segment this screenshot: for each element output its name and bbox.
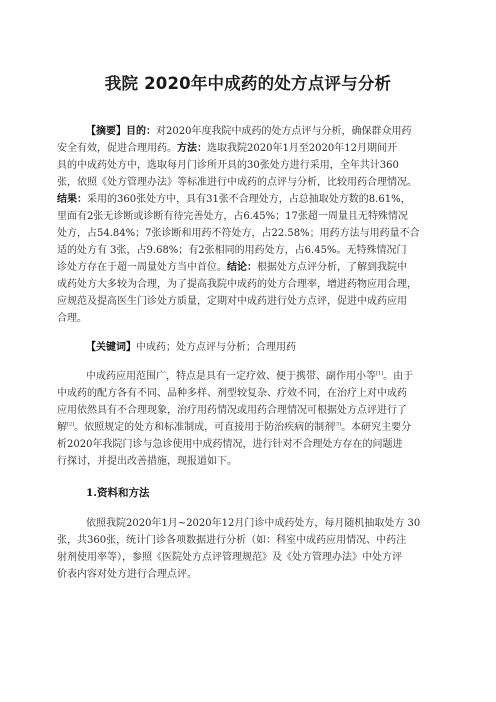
abstract-line [57, 143, 397, 155]
abstract-text: 采用的360张处方中，具有31张不合理处方，占总抽取处方数的8.61%， [87, 194, 411, 205]
abstract-text: 选取我院2020年1月至2020年12月期间开 [207, 143, 397, 154]
abstract-line: 成药处方大多较为合理，为了提高我院中成药的处方合理率，增进药物应用合理， [57, 279, 417, 290]
intro-text: 。本研究主要分 [341, 422, 412, 433]
keywords-line [86, 342, 296, 354]
section-line: 张，共360张，统计门诊各项数据进行分析（如：科室中成药应用情况、中药注 [57, 535, 407, 546]
abstract-text: 诊处方存在于超一周量处方当中首位。 [57, 262, 227, 273]
abstract-text: 根据处方点评分析，了解到我院中 [257, 262, 407, 273]
page-title: 我院 2020年中成药的处方点评与分析 [104, 74, 392, 93]
intro-line: 行探讨，并提出改善措施，现报道如下。 [57, 456, 237, 467]
abstract-line: 应规范及提高医生门诊处方质量，定期对中成药进行处方点评，促进中成药应用 [57, 296, 407, 307]
abstract-line [57, 194, 411, 206]
abstract-line: 具的中成药处方中，选取每月门诊所开具的30张处方进行采用，全年共计360 [57, 160, 399, 171]
abstract-line: 处方，占54.84%；7张诊断和用药不符处方，占22.58%；用药方法与用药量不合 [57, 228, 420, 239]
conclusion-label: 结论： [227, 262, 257, 273]
section-line: 价表内容对处方进行合理点评。 [57, 569, 197, 580]
intro-line: 应用依然具有不合理现象，治疗用药情况或用药合理情况可根据处方点评进行了 [57, 405, 407, 416]
abstract-line: 合理。 [57, 313, 87, 324]
intro-text: 。由于 [383, 371, 414, 382]
section-heading: 1.资料和方法 [86, 487, 150, 499]
abstract-line: 里面有2张无诊断或诊断有待完善处方，占6.45%；17张超一周量且无特殊情况 [57, 211, 408, 222]
section-line: 射剂使用率等），参照《医院处方点评管理规范》及《处方管理办法》中处方评 [57, 552, 402, 563]
abstract-line: 张，依照《处方管理办法》等标准进行中成药的点评与分析，比较用药合理情况。 [57, 177, 417, 188]
methods-label: 方法： [177, 143, 207, 154]
citation-ref: [1] [376, 370, 384, 377]
section-line: 依照我院2020年1月~2020年12月门诊中成药处方，每月随机抽取处方 30 [86, 518, 421, 529]
abstract-label: 【摘要】目的： [86, 126, 156, 137]
abstract-text: 安全有效，促进合理用药。 [57, 143, 177, 154]
abstract-text: 对2020年度我院中成药的处方点评与分析，确保群众用药 [156, 126, 412, 137]
abstract-line [86, 126, 411, 138]
keywords-text: 中成药；处方点评与分析；合理用药 [136, 342, 296, 353]
citation-ref: [2] [67, 421, 75, 428]
intro-line: 析2020年我院门诊与急诊使用中成药情况，进行针对不合理处方存在的问题进 [57, 439, 403, 450]
abstract-line: 适的处方有 3张，占9.68%；有2张相同的用药处方，占6.45%。无特殊情况门 [57, 245, 407, 256]
intro-line [57, 422, 411, 434]
keywords-label: 【关键词】 [86, 342, 136, 353]
intro-text: 中成药应用范围广，特点是具有一定疗效、便于携带、副作用小等 [86, 371, 376, 382]
abstract-line [57, 262, 407, 274]
intro-line [86, 371, 413, 383]
results-label: 结果： [57, 194, 87, 205]
intro-line: 中成药的配方各有不同、品种多样、剂型较复杂、疗效不同，在治疗上对中成药 [57, 388, 407, 399]
intro-text: 解 [57, 422, 67, 433]
intro-text: 。依照规定的处方和标准制成，可直接用于防治疾病的制剂 [74, 422, 335, 433]
citation-ref: [3] [334, 421, 342, 428]
